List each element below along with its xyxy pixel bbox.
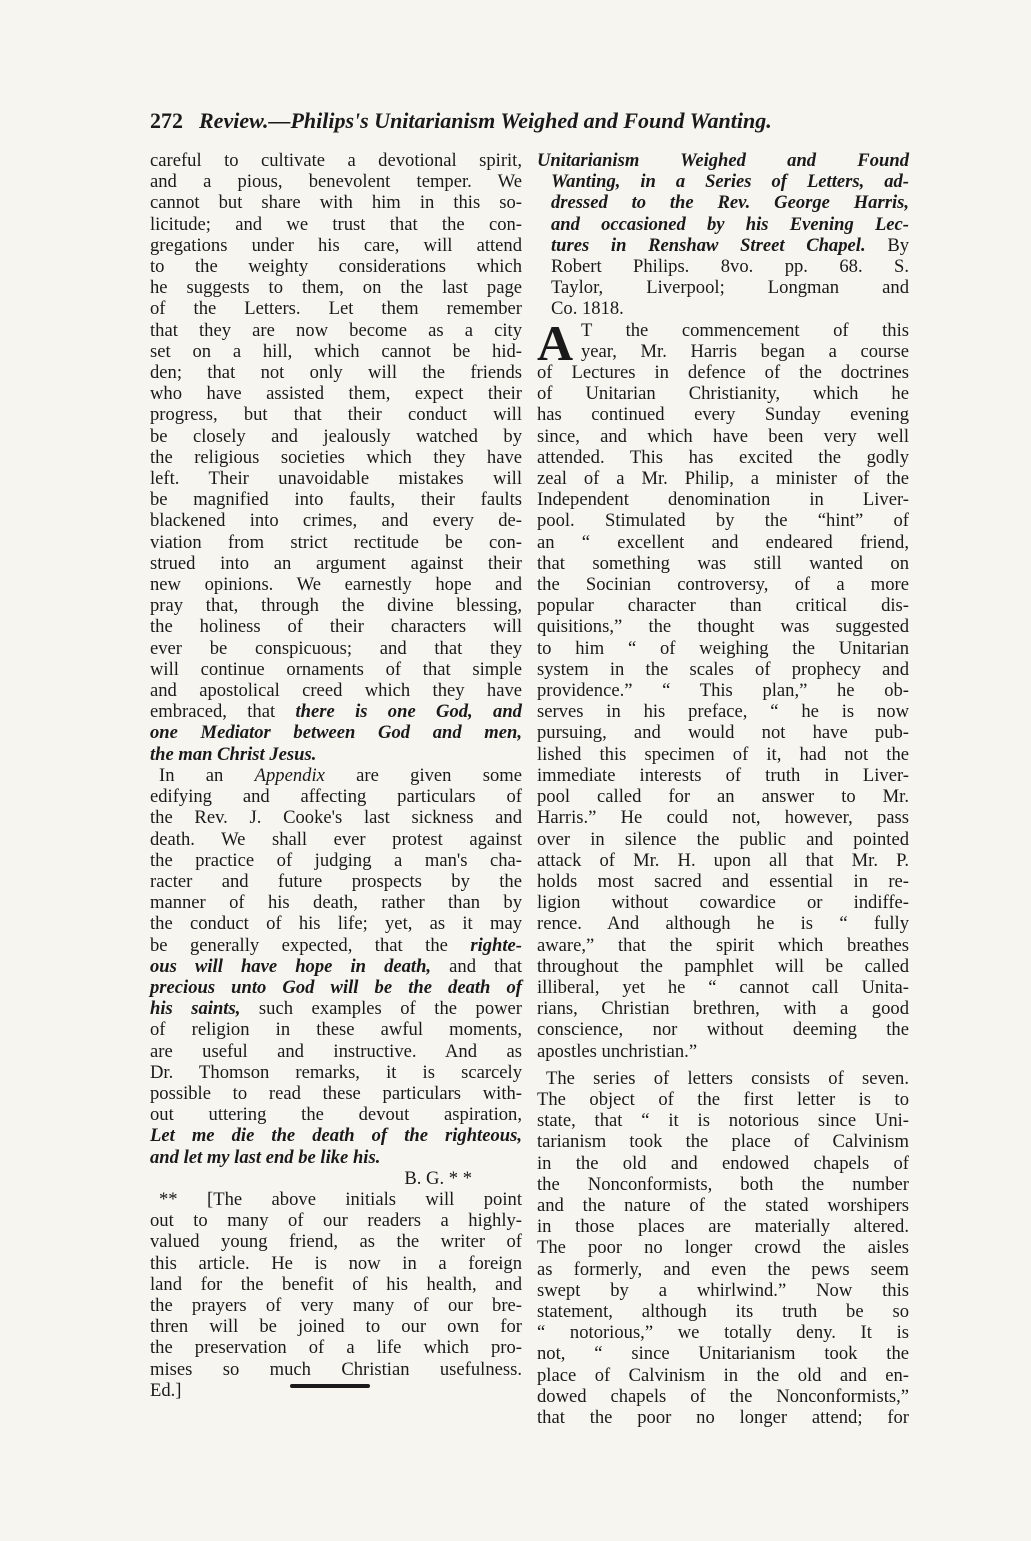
text-line: the prayers of very many of our bre- <box>150 1294 522 1316</box>
signature: B. G. * * <box>404 1167 472 1189</box>
text-run: In an <box>159 764 224 786</box>
text-line: swept by a whirlwind.” Now this <box>537 1279 909 1301</box>
left-column <box>150 150 522 1401</box>
text-line: Dr. Thomson remarks, it is scarcely <box>150 1061 522 1083</box>
text-line: manner of his death, rather than by <box>150 892 522 914</box>
text-line: the Nonconformists, both the number <box>537 1173 909 1195</box>
text-line <box>150 935 522 956</box>
book-title: tures in Renshaw Street Chapel. <box>551 234 866 256</box>
text-line: attack of Mr. H. upon all that Mr. P. <box>537 849 909 871</box>
text-line: death. We shall ever protest against <box>150 828 522 850</box>
text-line: to the weighty considerations which <box>150 256 522 278</box>
text-line: the Rev. J. Cooke's last sickness and <box>150 807 522 829</box>
text-line: over in silence the public and pointed <box>537 828 909 850</box>
text-line: year, Mr. Harris began a course <box>581 340 909 362</box>
drop-cap: A <box>537 314 574 371</box>
text-line: popular character than critical dis- <box>537 595 909 617</box>
text-line: throughout the pamphlet will be called <box>537 955 909 977</box>
text-line: the Socinian controversy, of a more <box>537 574 909 596</box>
text-line: aware,” that the spirit which breathes <box>537 934 909 956</box>
text-line: rence. And although he is “ fully <box>537 913 909 935</box>
text-line: of religion in these awful moments, <box>150 1019 522 1041</box>
text-line: of the Letters. Let them remember <box>150 298 522 320</box>
text-line: thren will be joined to our own for <box>150 1316 522 1338</box>
text-line: in those places are materially altered. <box>537 1216 909 1238</box>
text-line: dowed chapels of the Nonconformists,” <box>537 1385 909 1407</box>
page-number: 272 <box>150 108 183 133</box>
text-line: the conduct of his life; yet, as it may <box>150 913 522 935</box>
text-line: Harris.” He could not, however, pass <box>537 807 909 829</box>
text-line: immediate interests of truth in Liver- <box>537 764 909 786</box>
text-line <box>537 150 909 171</box>
text-line: of Lectures in defence of the doctrines <box>537 362 909 384</box>
text-line: lished this specimen of it, had not the <box>537 743 909 765</box>
text-line: state, that “ it is notorious since Uni- <box>537 1110 909 1132</box>
text-run: are given some <box>356 764 522 786</box>
scripture-quote: ous will have hope in death, <box>150 955 432 977</box>
text-line: are useful and instructive. And as <box>150 1040 522 1062</box>
text-line: tarianism took the place of Calvinism <box>537 1131 909 1153</box>
text-line: “ notorious,” we totally deny. It is <box>537 1322 909 1344</box>
text-line: as formerly, and even the pews seem <box>537 1258 909 1280</box>
text-line: the practice of judging a man's cha- <box>150 849 522 871</box>
text-line <box>150 765 522 786</box>
text-line <box>150 722 522 743</box>
text-line: strued into an argument against their <box>150 552 522 574</box>
text-line: ever be conspicuous; and that they <box>150 637 522 659</box>
text-line: will continue ornaments of that simple <box>150 658 522 680</box>
text-line: edifying and affecting particulars of <box>150 786 522 808</box>
scripture-quote: Let me die the death of the righteous, <box>150 1125 522 1147</box>
text-line: place of Calvinism in the old and en- <box>537 1364 909 1386</box>
text-line: the holiness of their characters will <box>150 616 522 638</box>
running-title: Review.—Philips's Unitarianism Weighed and Found Wanting. <box>199 108 772 133</box>
book-citation <box>537 150 909 320</box>
text-line: be magnified into faults, their faults <box>150 489 522 511</box>
text-line: he suggests to them, on the last page <box>150 277 522 299</box>
book-title: Wanting, in a Series of Letters, ad- <box>551 171 909 193</box>
paragraph-appendix <box>150 765 522 1189</box>
text-line: in the old and endowed chapels of <box>537 1152 909 1174</box>
text-line <box>150 1125 522 1146</box>
review-body <box>537 314 909 1429</box>
scripture-quote: precious unto God will be the death of <box>150 976 522 998</box>
text-line: quisitions,” the thought was suggested <box>537 616 909 638</box>
text-line <box>150 998 522 1019</box>
text-line: blackened into crimes, and every de- <box>150 510 522 532</box>
text-line: holds most sacred and essential in re- <box>537 870 909 892</box>
text-line: set on a hill, which cannot be hid- <box>150 340 522 362</box>
text-line: system in the scales of prophecy and <box>537 658 909 680</box>
text-line: providence.” “ This plan,” he ob- <box>537 680 909 702</box>
text-line: land for the benefit of his health, and <box>150 1273 522 1295</box>
scripture-quote: the man Christ Jesus. <box>150 743 317 765</box>
text-line: that they are now become as a city <box>150 319 522 341</box>
scripture-quote: and let my last end be like his. <box>150 1146 381 1168</box>
text-line: rians, Christian brethren, with a good <box>537 998 909 1020</box>
text-line: pool. Stimulated by the “hint” of <box>537 510 909 532</box>
text-line: left. Their unavoidable mistakes will <box>150 468 522 490</box>
text-line <box>150 744 522 765</box>
text-line: an “ excellent and endeared friend, <box>537 531 909 553</box>
text-line: the preservation of a life which pro- <box>150 1337 522 1359</box>
opening-lines <box>537 314 909 371</box>
text-line: The series of letters consists of seven. <box>546 1067 909 1089</box>
text-line <box>150 1147 522 1168</box>
text-line: The object of the first letter is to <box>537 1088 909 1110</box>
text-line: statement, although its truth be so <box>537 1300 909 1322</box>
text-line: and apostolical creed which they have <box>150 680 522 702</box>
paragraph-devotional <box>150 150 522 765</box>
text-line: cannot but share with him in this so- <box>150 192 522 214</box>
text-line: out uttering the devout aspiration, <box>150 1104 522 1126</box>
text-line: illiberal, yet he “ cannot call Unita- <box>537 976 909 998</box>
text-line <box>537 214 909 235</box>
text-line: attended. This has excited the godly <box>537 446 909 468</box>
text-line: racter and future prospects by the <box>150 870 522 892</box>
text-line <box>537 235 909 256</box>
text-line <box>537 192 909 213</box>
running-header <box>150 108 920 134</box>
text-line: Taylor, Liverpool; Longman and <box>551 277 909 299</box>
book-title: Unitarianism Weighed and Found <box>537 150 909 171</box>
book-title: and occasioned by his Evening Lec- <box>551 213 909 235</box>
text-line: pursuing, and would not have pub- <box>537 722 909 744</box>
text-line: T the commencement of this <box>581 319 909 341</box>
text-line: this article. He is now in a foreign <box>150 1252 522 1274</box>
text-line: since, and which have been very well <box>537 425 909 447</box>
scripture-quote: righte- <box>470 934 522 956</box>
scripture-quote: there is one God, and <box>295 701 522 723</box>
text-run: By <box>887 234 910 256</box>
text-line: that the poor no longer attend; for <box>537 1406 909 1428</box>
text-line: licitude; and we trust that the con- <box>150 213 522 235</box>
book-title: dressed to the Rev. George Harris, <box>551 192 909 214</box>
text-line: valued young friend, as the writer of <box>150 1231 522 1253</box>
text-line: zeal of a Mr. Philip, a minister of the <box>537 468 909 490</box>
text-line: of Unitarian Christianity, which he <box>537 383 909 405</box>
text-line: The poor no longer crowd the aisles <box>537 1237 909 1259</box>
text-line: and a pious, benevolent temper. We <box>150 171 522 193</box>
text-line: out to many of our readers a highly- <box>150 1210 522 1232</box>
text-line: ligion without cowardice or indiffe- <box>537 892 909 914</box>
text-line: careful to cultivate a devotional spirit, <box>150 150 522 171</box>
scripture-quote: his saints, <box>150 998 241 1020</box>
text-line: apostles unchristian.” <box>537 1040 698 1062</box>
text-line: gregations under his care, will attend <box>150 234 522 256</box>
text-run: and that <box>449 955 522 977</box>
text-line: has continued every Sunday evening <box>537 404 909 426</box>
text-run: embraced, that <box>150 701 276 723</box>
text-line: progress, but that their conduct will <box>150 404 522 426</box>
text-line: ** [The above initials will point <box>159 1188 522 1210</box>
text-line: to him “ of weighing the Unitarian <box>537 637 909 659</box>
text-line: mises so much Christian usefulness. <box>150 1358 522 1380</box>
text-line: and the nature of the stated worshipers <box>537 1194 909 1216</box>
text-line <box>150 977 522 998</box>
text-line: Co. 1818. <box>551 298 624 320</box>
text-line: serves in his preface, “ he is now <box>537 701 909 723</box>
text-line: the religious societies which they have <box>150 446 522 468</box>
text-line: Independent denomination in Liver- <box>537 489 909 511</box>
text-line: possible to read these particulars with- <box>150 1082 522 1104</box>
right-column <box>537 150 909 1428</box>
text-run: such examples of the power <box>258 998 522 1020</box>
editor-note <box>150 1189 522 1401</box>
emphasis: Appendix <box>254 764 325 786</box>
text-line: den; that not only will the friends <box>150 362 522 384</box>
text-line <box>537 171 909 192</box>
section-end-ornament <box>290 1384 370 1388</box>
text-line: Robert Philips. 8vo. pp. 68. S. <box>551 256 909 278</box>
text-line <box>150 956 522 977</box>
text-line: conscience, nor without deeming the <box>537 1019 909 1041</box>
text-line: be closely and jealously watched by <box>150 425 522 447</box>
text-line: Ed.] <box>150 1379 182 1401</box>
text-line: pool called for an answer to Mr. <box>537 786 909 808</box>
text-line: pray that, through the divine blessing, <box>150 595 522 617</box>
text-line: viation from strict rectitude be con- <box>150 531 522 553</box>
text-line: that something was still wanted on <box>537 552 909 574</box>
scripture-quote: one Mediator between God and men, <box>150 722 522 744</box>
text-line: new opinions. We earnestly hope and <box>150 574 522 596</box>
text-line: who have assisted them, expect their <box>150 383 522 405</box>
text-line <box>150 701 522 722</box>
text-run: be generally expected, that the <box>150 934 448 956</box>
text-line: not, “ since Unitarianism took the <box>537 1343 909 1365</box>
